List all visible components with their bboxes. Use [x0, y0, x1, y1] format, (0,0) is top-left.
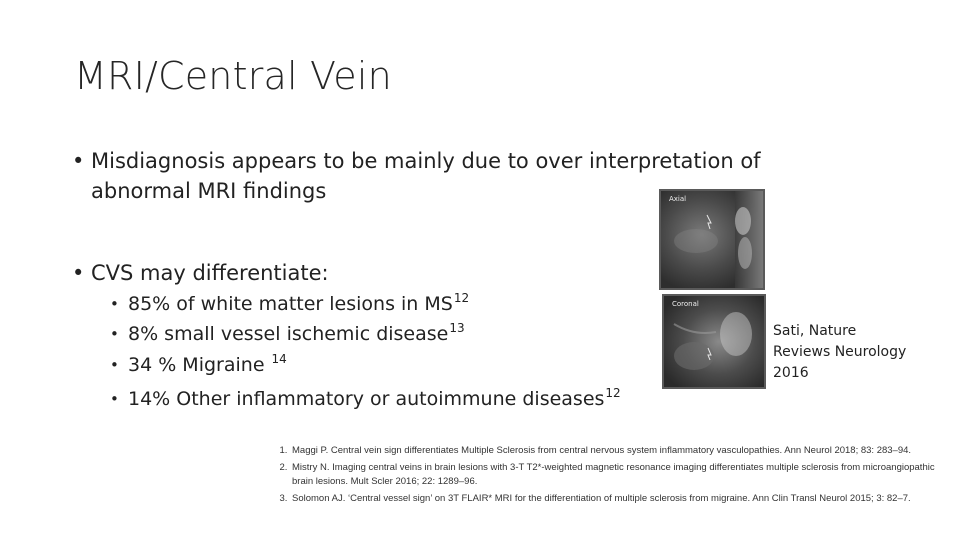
- sub-bullet-text: 34 % Migraine: [128, 354, 271, 376]
- mri-axial-image: [659, 189, 765, 290]
- mri-coronal-label: Coronal: [672, 300, 699, 308]
- reference-superscript: 12: [605, 386, 621, 400]
- bullet-cvs: [72, 258, 472, 288]
- sub-bullet-text: 85% of white matter lesions in MS: [128, 293, 453, 315]
- bullet-dot: •: [110, 390, 119, 408]
- citation-line: Sati, Nature: [773, 323, 857, 339]
- reference-item: 1. Maggi P. Central vein sign differentiates Multiple Sclerosis from central nervous system inflammatory vasculopathies. Ann Neurol 2018; 83: 283–94.: [290, 444, 952, 459]
- mri-axial-label: Axial: [669, 195, 687, 203]
- sub-bullet-text: 8% small vessel ischemic disease: [128, 323, 449, 345]
- sub-bullet-text: 14% Other inflammatory or autoimmune diseases: [128, 388, 605, 410]
- slide-title: MRI/Central Vein: [74, 54, 392, 98]
- sub-bullet-migraine: [110, 353, 287, 379]
- bullet-dot: •: [110, 356, 119, 374]
- bullet-dot: •: [72, 149, 85, 173]
- mri-axial-scan: [661, 191, 763, 288]
- reference-superscript: 13: [449, 321, 465, 335]
- reference-item: 2. Mistry N. Imaging central veins in brain lesions with 3-T T2*-weighted magnetic resonance imaging differentiates multiple sclerosis from microangiopathic brain lesions. Mult Scler 2016; 22: 1289–96.: [290, 461, 952, 490]
- mri-coronal-scan: [664, 296, 764, 387]
- mri-coronal-image: [662, 294, 766, 389]
- bullet-dot: •: [110, 325, 119, 343]
- bullet-text: Misdiagnosis appears to be mainly due to over interpretation of abnormal MRI findings: [91, 149, 761, 203]
- sub-bullet-small-vessel: [110, 322, 465, 348]
- bullet-dot: •: [110, 295, 119, 313]
- citation-line: Reviews Neurology: [773, 344, 907, 360]
- image-citation: [773, 321, 933, 384]
- citation-line: 2016: [773, 365, 809, 381]
- references-list: [272, 444, 952, 508]
- reference-superscript: 12: [453, 291, 470, 305]
- bullet-dot: •: [72, 261, 85, 285]
- sub-bullet-other: [110, 387, 621, 413]
- reference-superscript: 14: [271, 352, 287, 366]
- bullet-text: CVS may differentiate:: [91, 261, 329, 285]
- reference-item: 3. Solomon AJ. ‘Central vessel sign’ on 3T FLAIR* MRI for the differentiation of multiple sclerosis from migraine. Ann Clin Transl Neurol 2015; 3: 82–7.: [290, 492, 952, 507]
- sub-bullet-ms: [110, 292, 469, 318]
